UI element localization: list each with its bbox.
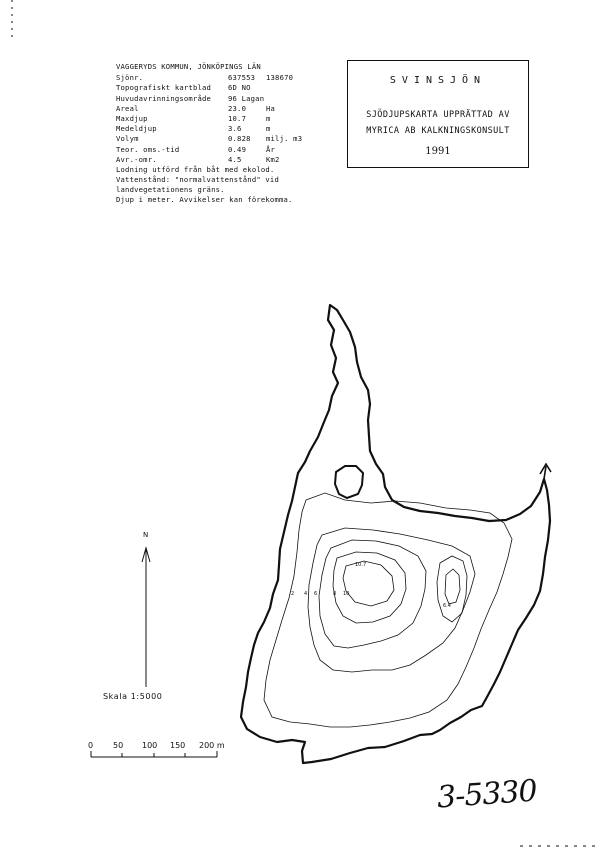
contour-east-basin-inner [445, 569, 460, 604]
contour-10m [343, 561, 394, 606]
scale-tick-label: 100 [142, 741, 158, 750]
info-value: 3.6 [228, 124, 242, 134]
info-label: Topografiskt kartblad [116, 83, 212, 93]
contour-2m [264, 493, 512, 727]
info-value: 4.5 [228, 154, 242, 164]
map-subtitle-line-2: MYRICA AB KALKNINGSKONSULT [366, 126, 510, 136]
info-value: 10.7 [228, 113, 247, 123]
info-unit: År [266, 144, 276, 154]
info-value: 637553 [228, 73, 256, 83]
info-unit: m [266, 124, 271, 134]
scale-tick-label: 150 [170, 741, 186, 750]
depth-label-max: 10.7 [355, 562, 367, 568]
depth-label-4: 4 [304, 591, 308, 597]
info-value: 96 Lagan [228, 93, 265, 103]
info-unit: Km2 [266, 154, 280, 164]
map-year: 1991 [425, 146, 451, 157]
scale-bar-labels [86, 741, 266, 753]
map-subtitle-line-1: SJÖDJUPSKARTA UPPRÄTTAD AV [366, 110, 510, 120]
info-label: Teor. oms.-tid [116, 144, 180, 154]
scale-tick-label: 50 [113, 741, 124, 750]
info-label: Volym [116, 134, 139, 144]
info-label: Huvudavrinningsområde [116, 93, 212, 103]
contour-4m [308, 528, 475, 672]
info-note: Lodning utförd från båt med ekolod. [116, 164, 275, 174]
inlet-arrow-icon [540, 464, 551, 479]
info-label: Avr.-omr. [116, 154, 157, 164]
info-unit: 138670 [266, 73, 294, 83]
lake-name: SVINSJÖN [389, 75, 487, 86]
info-label: Sjönr. [116, 73, 144, 83]
info-unit: m [266, 113, 271, 123]
info-unit: milj. m3 [266, 134, 303, 144]
municipality-header: VAGGERYDS KOMMUN, JÖNKÖPINGS LÄN [116, 62, 261, 71]
info-value: 23.0 [228, 103, 247, 113]
depth-label-6-4: 6.4 [443, 603, 451, 609]
scale-label: Skala 1:5000 [103, 692, 163, 701]
depth-label-8: 8 [333, 591, 337, 597]
info-unit: Ha [266, 103, 276, 113]
north-label: N [143, 531, 149, 539]
lake-shoreline [241, 305, 550, 763]
depth-label-2: 2 [291, 591, 295, 597]
handwritten-map-id: 3-5330 [435, 773, 538, 816]
info-value: 6D NO [228, 83, 251, 93]
info-note: Djup i meter. Avvikelser kan förekomma. [116, 195, 293, 205]
island [335, 466, 363, 498]
info-note: landvegetationens gräns. [116, 185, 225, 195]
info-label: Areal [116, 103, 139, 113]
info-label: Maxdjup [116, 113, 148, 123]
info-label: Medeldjup [116, 124, 157, 134]
info-note: Vattenstånd: "normalvattenstånd" vid [116, 175, 279, 185]
depth-label-10: 10 [343, 591, 350, 597]
scale-tick-label: 0 [88, 741, 94, 750]
info-value: 0.49 [228, 144, 247, 154]
scale-tick-label: 200 m [199, 741, 225, 750]
contour-east-basin-outer [437, 556, 467, 622]
depth-label-6: 6 [314, 591, 318, 597]
info-value: 0.828 [228, 134, 251, 144]
